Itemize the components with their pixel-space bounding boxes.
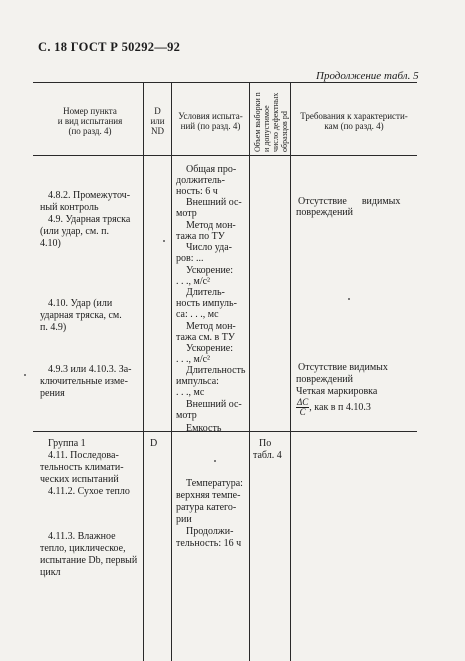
- header-item-line: и вид испытания: [57, 116, 123, 126]
- cond-line: Метод мон-: [186, 321, 236, 332]
- header-item: [40, 106, 140, 136]
- cond-line: са: . . ., мс: [176, 309, 219, 320]
- header-sample-line: число дефектных: [271, 92, 280, 152]
- item-4-9-line3: 4.10): [40, 238, 61, 249]
- item-4-10-line2: ударная тряска, см.: [40, 310, 122, 321]
- cond-line: . . ., м/с²: [176, 354, 211, 365]
- header-sample-size: [253, 86, 289, 152]
- continuation-note: Продолжение табл. 5: [316, 70, 419, 82]
- cond-line: . . ., мс: [176, 387, 205, 398]
- cond-line: Внешний ос-: [186, 197, 242, 208]
- item-4-9-3-line1: 4.9.3 или 4.10.3. За-: [48, 364, 132, 375]
- column-divider-1: [143, 82, 144, 661]
- scan-speck: [348, 298, 350, 300]
- column-divider-3: [249, 82, 250, 661]
- header-requirements-line: кам (по разд. 4): [324, 121, 384, 131]
- item-4-11-2: 4.11.2. Сухое тепло: [48, 486, 130, 497]
- sample-line2: табл. 4: [253, 450, 282, 461]
- cond2-line: верхняя темпе-: [176, 490, 241, 501]
- delta-c-over-c-fraction: [296, 398, 309, 417]
- item-4-9-3-line2: ключительные изме-: [40, 376, 128, 387]
- item-4-11-3-line4: цикл: [40, 567, 61, 578]
- header-requirements-line: Требования к характеристи-: [300, 111, 408, 121]
- item-4-9-line1: 4.9. Ударная тряска: [48, 214, 131, 225]
- item-4-8-2-line2: ный контроль: [40, 202, 99, 213]
- column-divider-4: [290, 82, 291, 661]
- cond-line: Внешний ос-: [186, 399, 242, 410]
- cond-line: Длительность: [186, 365, 246, 376]
- cond2-line: рии: [176, 514, 192, 525]
- item-4-11-3-line1: 4.11.3. Влажное: [48, 531, 116, 542]
- d-value: D: [150, 438, 158, 449]
- header-conditions-line: ний (по разд. 4): [180, 121, 241, 131]
- req-final-line1: Отсутствие видимых: [298, 362, 388, 373]
- header-conditions: [172, 111, 249, 131]
- table-header-bottom-border: [33, 155, 417, 156]
- req-no-damage-line1: Отсутствие видимых: [298, 196, 401, 207]
- header-conditions-line: Условия испыта-: [178, 111, 243, 121]
- cond-line: Ускорение:: [186, 343, 234, 354]
- item-4-8-2-line1: 4.8.2. Промежуточ-: [48, 190, 131, 201]
- section-divider: [33, 431, 417, 432]
- req-no-damage-line2: повреждений: [296, 207, 354, 218]
- cond2-line: тельность: 16 ч: [176, 538, 242, 549]
- item-group-1: Группа 1: [48, 438, 86, 449]
- cond-line: . . ., м/с²: [176, 276, 211, 287]
- header-sample-line: и допустимое: [262, 105, 271, 152]
- cond-line: мотр: [176, 410, 197, 421]
- item-4-10-line1: 4.10. Удар (или: [48, 298, 113, 309]
- cond-line: ность: 6 ч: [176, 186, 218, 197]
- item-4-9-line2: (или удар, см. п.: [40, 226, 110, 237]
- scan-speck: [163, 240, 165, 242]
- cond-line: Число уда-: [186, 242, 233, 253]
- header-d-line: D: [154, 106, 161, 116]
- cond-line: импульса:: [176, 376, 219, 387]
- cond-line: Длитель-: [186, 287, 225, 298]
- fraction-numerator: ΔC: [297, 397, 309, 407]
- header-item-line: (по разд. 4): [68, 126, 112, 136]
- item-4-10-line3: п. 4.9): [40, 322, 67, 333]
- cond-line: Метод мон-: [186, 220, 236, 231]
- column-divider-2: [171, 82, 172, 661]
- sample-line1: По: [259, 438, 272, 449]
- header-requirements: [292, 111, 416, 131]
- cond-line: должитель-: [176, 175, 225, 186]
- cond-line: тажа см. в ТУ: [176, 332, 235, 343]
- header-sample-line: Объем выборки n: [253, 92, 262, 152]
- cond-line: мотр: [176, 208, 197, 219]
- header-d-line: ND: [151, 126, 164, 136]
- cond-line: тажа по ТУ: [176, 231, 225, 242]
- req-final-line3: Четкая маркировка: [296, 386, 378, 397]
- scan-speck: [24, 374, 26, 376]
- cond-line: Емкость: [186, 423, 222, 434]
- table-top-border: [33, 82, 417, 83]
- item-4-11-line3: ческих испытаний: [40, 474, 119, 485]
- item-4-11-line1: 4.11. Последова-: [48, 450, 119, 461]
- header-item-line: Номер пункта: [63, 106, 117, 116]
- cond-line: Общая про-: [186, 164, 237, 175]
- item-4-11-3-line2: тепло, циклическое,: [40, 543, 126, 554]
- item-4-9-3-line3: рения: [40, 388, 65, 399]
- item-4-11-3-line3: испытание Db, первый: [40, 555, 138, 566]
- header-d-line: или: [150, 116, 165, 126]
- header-d-nd: [144, 106, 171, 136]
- req-capacitance-suffix: , как в п 4.10.3: [309, 401, 371, 413]
- cond2-line: ратура катего-: [176, 502, 237, 513]
- header-sample-line: образцов pd: [280, 111, 289, 152]
- cond-line: ность импуль-: [176, 298, 237, 309]
- req-final-line2: повреждений: [296, 374, 354, 385]
- fraction-denominator: C: [299, 407, 306, 417]
- item-4-11-line2: тельность климати-: [40, 462, 124, 473]
- scan-speck: [214, 460, 216, 462]
- req-capacitance-ratio: [296, 398, 371, 417]
- cond2-line: Температура:: [186, 478, 243, 489]
- page-header: С. 18 ГОСТ Р 50292—92: [38, 40, 181, 54]
- cond-line: ров: ...: [176, 253, 204, 264]
- cond2-line: Продолжи-: [186, 526, 234, 537]
- cond-line: Ускорение:: [186, 265, 234, 276]
